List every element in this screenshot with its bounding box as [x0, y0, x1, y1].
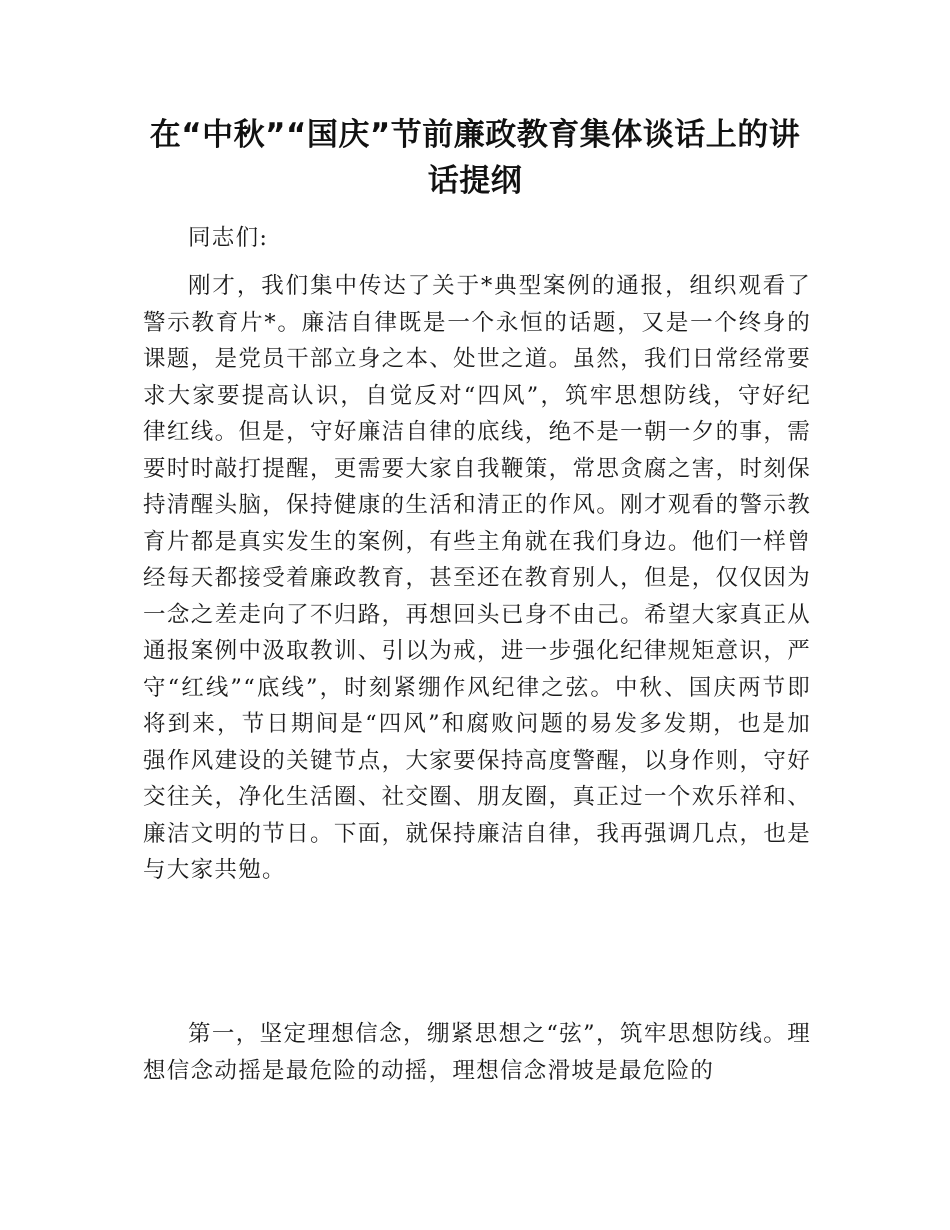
paragraph-intro: 刚才，我们集中传达了关于*典型案例的通报，组织观看了警示教育片*。廉洁自律既是一个永恒的话题，又是一个终身的课题，是党员干部立身之本、处世之道。虽然，我们日常经常要求大家要提高认识，自觉反对“四风”，筑牢思想防线，守好纪律红线。但是，守好廉洁自律的底线，绝不是一朝一夕的事，需要时时敲打提醒，更需要大家自我鞭策，常思贪腐之害，时刻保持清醒头脑，保持健康的生活和清正的作风。刚才观看的警示教育片都是真实发生的案例，有些主角就在我们身边。他们一样曾经每天都接受着廉政教育，甚至还在教育别人，但是，仅仅因为一念之差走向了不归路，再想回头已身不由己。希望大家真正从通报案例中汲取教训、引以为戒，进一步强化纪律规矩意识，严守“红线”“底线”，时刻紧绷作风纪律之弦。中秋、国庆两节即将到来，节日期间是“四风”和腐败问题的易发多发期，也是加强作风建设的关键节点，大家要保持高度警醒，以身作则，守好交往关，净化生活圈、社交圈、朋友圈，真正过一个欢乐祥和、廉洁文明的节日。下面，就保持廉洁自律，我再强调几点，也是与大家共勉。 [143, 273, 811, 883]
paragraph-point-one: 第一，坚定理想信念，绷紧思想之“弦”，筑牢思想防线。理想信念动摇是最危险的动摇，理想信念滑坡是最危险的 [143, 1021, 811, 1084]
document-title: 在“中秋”“国庆”节前廉政教育集体谈话上的讲话提纲 [149, 117, 801, 199]
greeting: 同志们: [188, 225, 269, 251]
